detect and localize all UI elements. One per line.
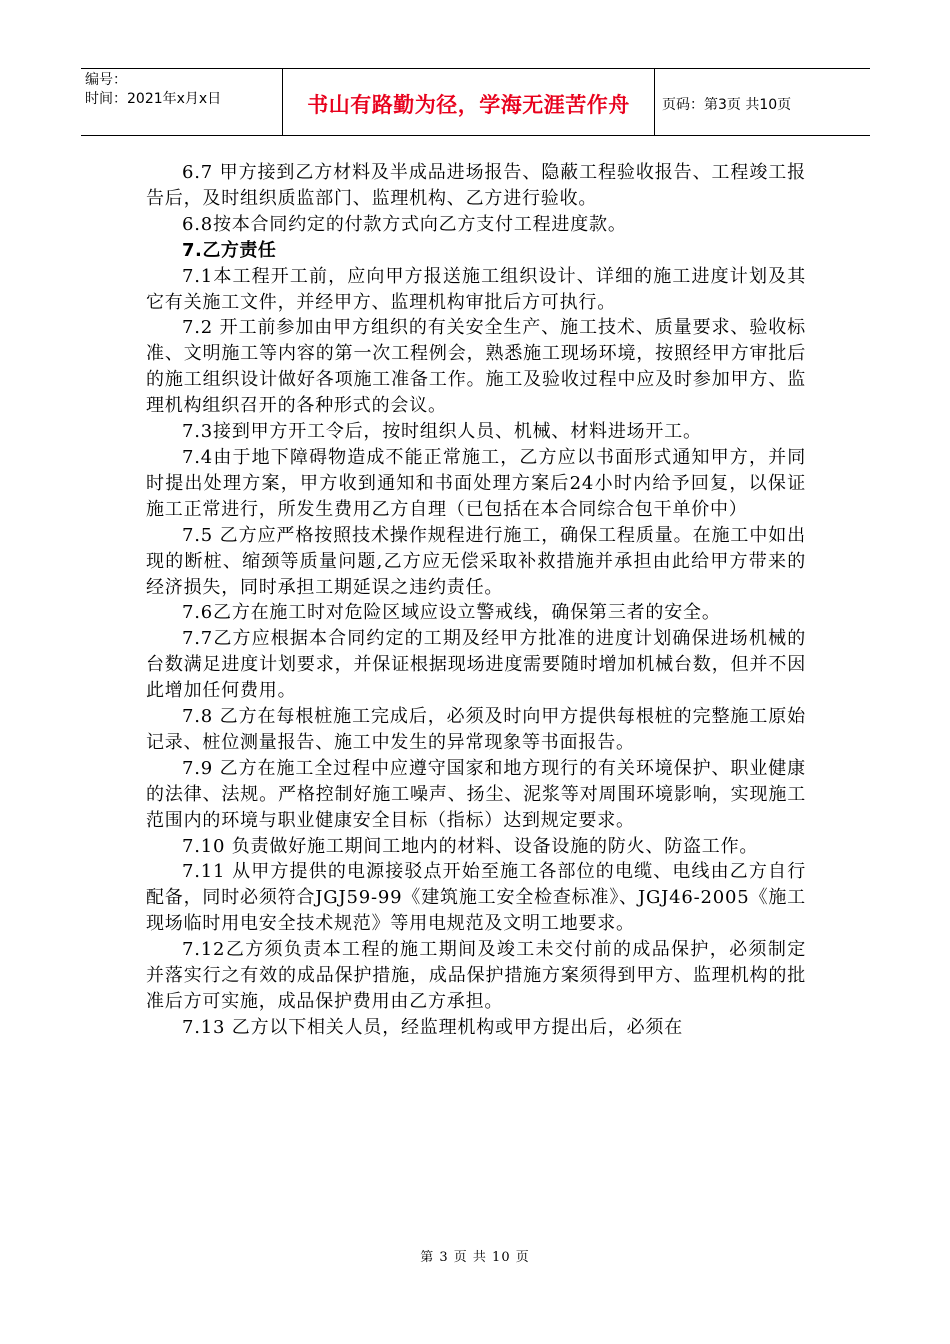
body-paragraph: 7.5 乙方应严格按照技术操作规程进行施工，确保工程质量。在施工中如出现的断桩、缩颈等质量问题,乙方应无偿采取补救措施并承担由此给甲方带来的经济损失，同时承担工期延误之违约责任。 xyxy=(146,524,806,598)
body-paragraph: 7.3接到甲方开工令后，按时组织人员、机械、材料进场开工。 xyxy=(182,421,702,443)
body-paragraph: 6.7 甲方接到乙方材料及半成品进场报告、隐蔽工程验收报告、工程竣工报告后，及时组织质监部门、监理机构、乙方进行验收。 xyxy=(146,162,806,209)
body-paragraph: 6.8按本合同约定的付款方式向乙方支付工程进度款。 xyxy=(182,213,627,235)
document-header xyxy=(81,68,870,136)
body-paragraph: 7.8 乙方在每根桩施工完成后，必须及时向甲方提供每根桩的完整施工原始记录、桩位测量报告、施工中发生的异常现象等书面报告。 xyxy=(146,706,806,753)
page-footer: 第 3 页 共 10 页 xyxy=(420,1250,530,1265)
document-time: 时间：2021年x月x日 xyxy=(85,91,222,107)
body-paragraph: 7.7乙方应根据本合同约定的工期及经甲方批准的进度计划确保进场机械的台数满足进度计划要求，并保证根据现场进度需要随时增加机械台数，但并不因此增加任何费用。 xyxy=(146,628,806,702)
header-page-number: 页码：第3页 共10页 xyxy=(662,97,792,113)
body-paragraph: 7.13 乙方以下相关人员，经监理机构或甲方提出后，必须在 xyxy=(182,1016,683,1038)
section-heading: 7.乙方责任 xyxy=(182,239,277,261)
body-paragraph: 7.12乙方须负责本工程的施工期间及竣工未交付前的成品保护，必须制定并落实行之有效的成品保护措施，成品保护措施方案须得到甲方、监理机构的批准后方可实施，成品保护费用由乙方承担。 xyxy=(146,939,806,1012)
body-paragraph: 7.10 负责做好施工期间工地内的材料、设备设施的防火、防盗工作。 xyxy=(182,835,759,857)
header-motto: 书山有路勤为径，学海无涯苦作舟 xyxy=(283,69,655,135)
body-paragraph: 7.9 乙方在施工全过程中应遵守国家和地方现行的有关环境保护、职业健康的法律、法规。严格控制好施工噪声、扬尘、泥浆等对周围环境影响，实现施工范围内的环境与职业健康安全目标（指标）达到规定要求。 xyxy=(146,757,806,831)
body-paragraph: 7.1本工程开工前，应向甲方报送施工组织设计、详细的施工进度计划及其它有关施工文件，并经甲方、监理机构审批后方可执行。 xyxy=(146,265,806,313)
header-meta xyxy=(81,69,283,135)
body-paragraph: 7.2 开工前参加由甲方组织的有关安全生产、施工技术、质量要求、验收标准、文明施工等内容的第一次工程例会，熟悉施工现场环境，按照经甲方审批后的施工组织设计做好各项施工准备工作。施工及验收过程中应及时参加甲方、监理机构组织召开的各种形式的会议。 xyxy=(146,317,806,417)
document-body xyxy=(146,160,806,1041)
document-number-label: 编号： xyxy=(85,72,127,88)
body-paragraph: 7.6乙方在施工时对危险区域应设立警戒线，确保第三者的安全。 xyxy=(182,602,721,624)
body-paragraph: 7.11 从甲方提供的电源接驳点开始至施工各部位的电缆、电线由乙方自行配备，同时必须符合JGJ59-99《建筑施工安全检查标准》、JGJ46-2005《施工现场临时用电安全技术规范》等用电规范及文明工地要求。 xyxy=(146,861,806,935)
body-paragraph: 7.4由于地下障碍物造成不能正常施工，乙方应以书面形式通知甲方，并同时提出处理方案，甲方收到通知和书面处理方案后24小时内给予回复，以保证施工正常进行，所发生费用乙方自理（已包括在本合同综合包干单价中） xyxy=(146,446,806,520)
